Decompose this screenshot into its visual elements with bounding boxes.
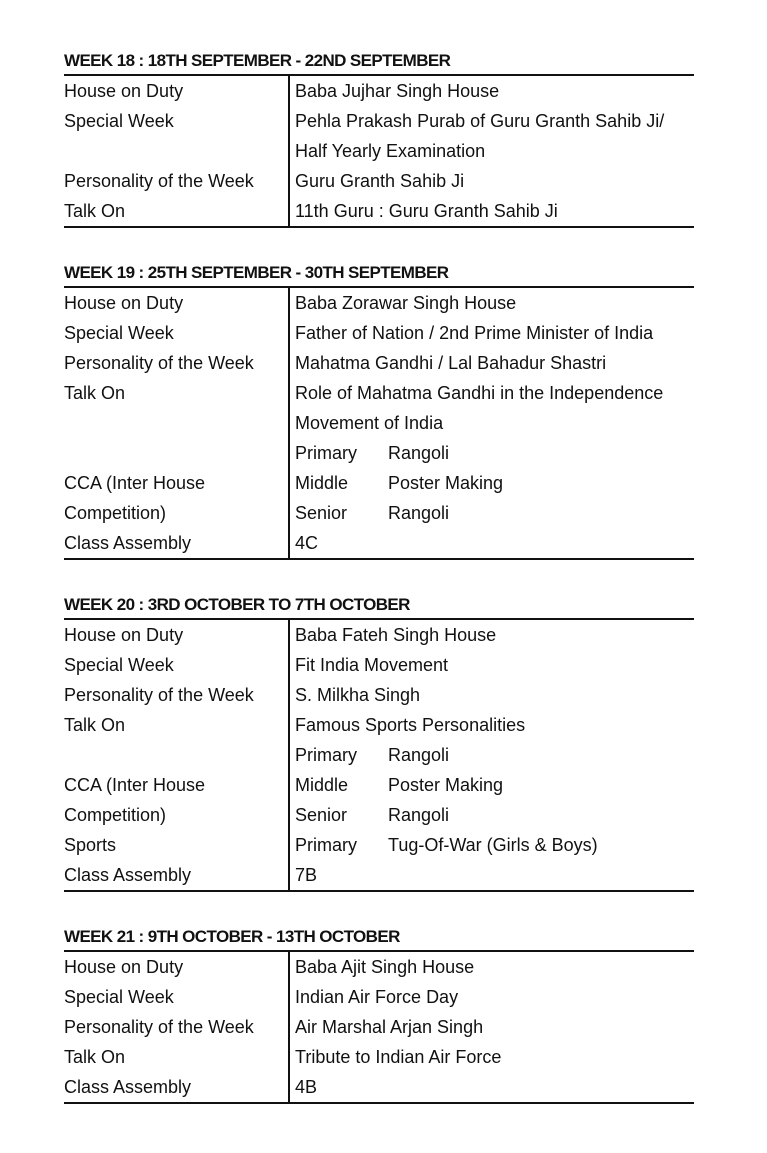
row-label: CCA (Inter House	[64, 770, 290, 800]
row-value-text: Air Marshal Arjan Singh	[295, 1017, 484, 1037]
row-value-text: Indian Air Force Day	[295, 987, 459, 1007]
table-row	[64, 408, 694, 438]
table-row	[64, 830, 694, 860]
week-section	[64, 48, 694, 228]
row-value-text: Rangoli	[388, 805, 450, 825]
row-value-text: Baba Fateh Singh House	[295, 625, 497, 645]
row-label: Special Week	[64, 318, 290, 348]
table-row	[64, 770, 694, 800]
row-value	[290, 952, 694, 982]
row-level: Primary	[295, 443, 357, 463]
row-label: House on Duty	[64, 620, 290, 650]
row-value-text: Baba Zorawar Singh House	[295, 293, 517, 313]
row-label: Personality of the Week	[64, 166, 290, 196]
table-row	[64, 166, 694, 196]
row-label	[64, 136, 290, 166]
row-label: Sports	[64, 830, 290, 860]
row-value-text: Mahatma Gandhi / Lal Bahadur Shastri	[295, 353, 607, 373]
table-row	[64, 318, 694, 348]
row-value	[290, 136, 694, 166]
row-label: Talk On	[64, 710, 290, 740]
row-level: Middle	[295, 775, 349, 795]
row-value-text: Rangoli	[388, 503, 450, 523]
row-value	[290, 408, 694, 438]
row-value-text: Pehla Prakash Purab of Guru Granth Sahib Ji/	[295, 111, 665, 131]
row-label: CCA (Inter House	[64, 468, 290, 498]
row-value-text: S. Milkha Singh	[295, 685, 421, 705]
week-table	[64, 620, 694, 892]
row-value	[290, 106, 694, 136]
table-row	[64, 106, 694, 136]
table-row	[64, 196, 694, 226]
row-value-text: Tug-Of-War (Girls & Boys)	[388, 835, 598, 855]
row-value-text: Baba Ajit Singh House	[295, 957, 475, 977]
week-title: WEEK 18 : 18TH SEPTEMBER - 22ND SEPTEMBER	[64, 48, 694, 76]
week-table	[64, 76, 694, 228]
row-value-text: 11th Guru : Guru Granth Sahib Ji	[295, 201, 558, 221]
row-value	[290, 196, 694, 226]
row-value-text: Half Yearly Examination	[295, 141, 486, 161]
row-value	[290, 166, 694, 196]
row-value-text: Father of Nation / 2nd Prime Minister of India	[295, 323, 654, 343]
table-row	[64, 620, 694, 650]
row-label: Class Assembly	[64, 860, 290, 890]
row-value-text: Movement of India	[295, 413, 444, 433]
row-value	[290, 438, 694, 468]
table-row	[64, 378, 694, 408]
row-value	[290, 860, 694, 890]
row-value	[290, 1012, 694, 1042]
week-title: WEEK 20 : 3RD OCTOBER TO 7TH OCTOBER	[64, 592, 694, 620]
table-row	[64, 468, 694, 498]
row-label: House on Duty	[64, 288, 290, 318]
row-label: House on Duty	[64, 76, 290, 106]
row-value	[290, 318, 694, 348]
row-value	[290, 800, 694, 830]
row-label: Competition)	[64, 498, 290, 528]
row-label: Personality of the Week	[64, 680, 290, 710]
row-value-text: Rangoli	[388, 745, 450, 765]
row-value-text: Rangoli	[388, 443, 450, 463]
row-label: Talk On	[64, 1042, 290, 1072]
row-label: Special Week	[64, 982, 290, 1012]
row-value	[290, 468, 694, 498]
table-row	[64, 952, 694, 982]
table-row	[64, 982, 694, 1012]
row-label: Class Assembly	[64, 1072, 290, 1102]
row-value	[290, 830, 694, 860]
row-value-text: 7B	[295, 865, 318, 885]
row-level: Primary	[295, 835, 357, 855]
row-label: Class Assembly	[64, 528, 290, 558]
row-value-text: Famous Sports Personalities	[295, 715, 526, 735]
row-level: Senior	[295, 503, 348, 523]
week-section	[64, 260, 694, 560]
table-row	[64, 76, 694, 106]
row-value	[290, 1042, 694, 1072]
row-value	[290, 498, 694, 528]
row-value-text: Guru Granth Sahib Ji	[295, 171, 465, 191]
table-row	[64, 288, 694, 318]
row-label: Talk On	[64, 378, 290, 408]
week-title: WEEK 21 : 9TH OCTOBER - 13TH OCTOBER	[64, 924, 694, 952]
row-label	[64, 438, 290, 468]
row-value-text: Role of Mahatma Gandhi in the Independence	[295, 383, 664, 403]
week-title: WEEK 19 : 25TH SEPTEMBER - 30TH SEPTEMBER	[64, 260, 694, 288]
table-row	[64, 528, 694, 558]
row-label: Personality of the Week	[64, 348, 290, 378]
row-label	[64, 408, 290, 438]
row-value-text: Tribute to Indian Air Force	[295, 1047, 502, 1067]
row-level: Senior	[295, 805, 348, 825]
table-row	[64, 1072, 694, 1102]
row-level: Middle	[295, 473, 349, 493]
table-row	[64, 1012, 694, 1042]
row-label: Personality of the Week	[64, 1012, 290, 1042]
row-value-text: 4C	[295, 533, 319, 553]
schedule-page	[64, 48, 694, 1136]
row-value	[290, 378, 694, 408]
table-row	[64, 650, 694, 680]
row-level: Primary	[295, 745, 357, 765]
row-label: Special Week	[64, 650, 290, 680]
table-row	[64, 498, 694, 528]
table-row	[64, 800, 694, 830]
row-value	[290, 740, 694, 770]
row-label	[64, 740, 290, 770]
table-row	[64, 710, 694, 740]
week-table	[64, 952, 694, 1104]
row-value	[290, 650, 694, 680]
row-value	[290, 770, 694, 800]
row-value	[290, 528, 694, 558]
row-value-text: Poster Making	[388, 775, 504, 795]
row-value-text: Poster Making	[388, 473, 504, 493]
row-label: House on Duty	[64, 952, 290, 982]
row-value	[290, 680, 694, 710]
table-row	[64, 1042, 694, 1072]
week-section	[64, 592, 694, 892]
row-value-text: Fit India Movement	[295, 655, 449, 675]
row-value	[290, 710, 694, 740]
row-value-text: 4B	[295, 1077, 318, 1097]
row-label: Competition)	[64, 800, 290, 830]
table-row	[64, 860, 694, 890]
table-row	[64, 740, 694, 770]
row-value	[290, 348, 694, 378]
table-row	[64, 438, 694, 468]
row-value	[290, 76, 694, 106]
week-table	[64, 288, 694, 560]
row-value-text: Baba Jujhar Singh House	[295, 81, 500, 101]
row-value	[290, 982, 694, 1012]
table-row	[64, 136, 694, 166]
table-row	[64, 348, 694, 378]
table-row	[64, 680, 694, 710]
week-section	[64, 924, 694, 1104]
row-value	[290, 1072, 694, 1102]
row-label: Special Week	[64, 106, 290, 136]
row-value	[290, 620, 694, 650]
row-value	[290, 288, 694, 318]
row-label: Talk On	[64, 196, 290, 226]
